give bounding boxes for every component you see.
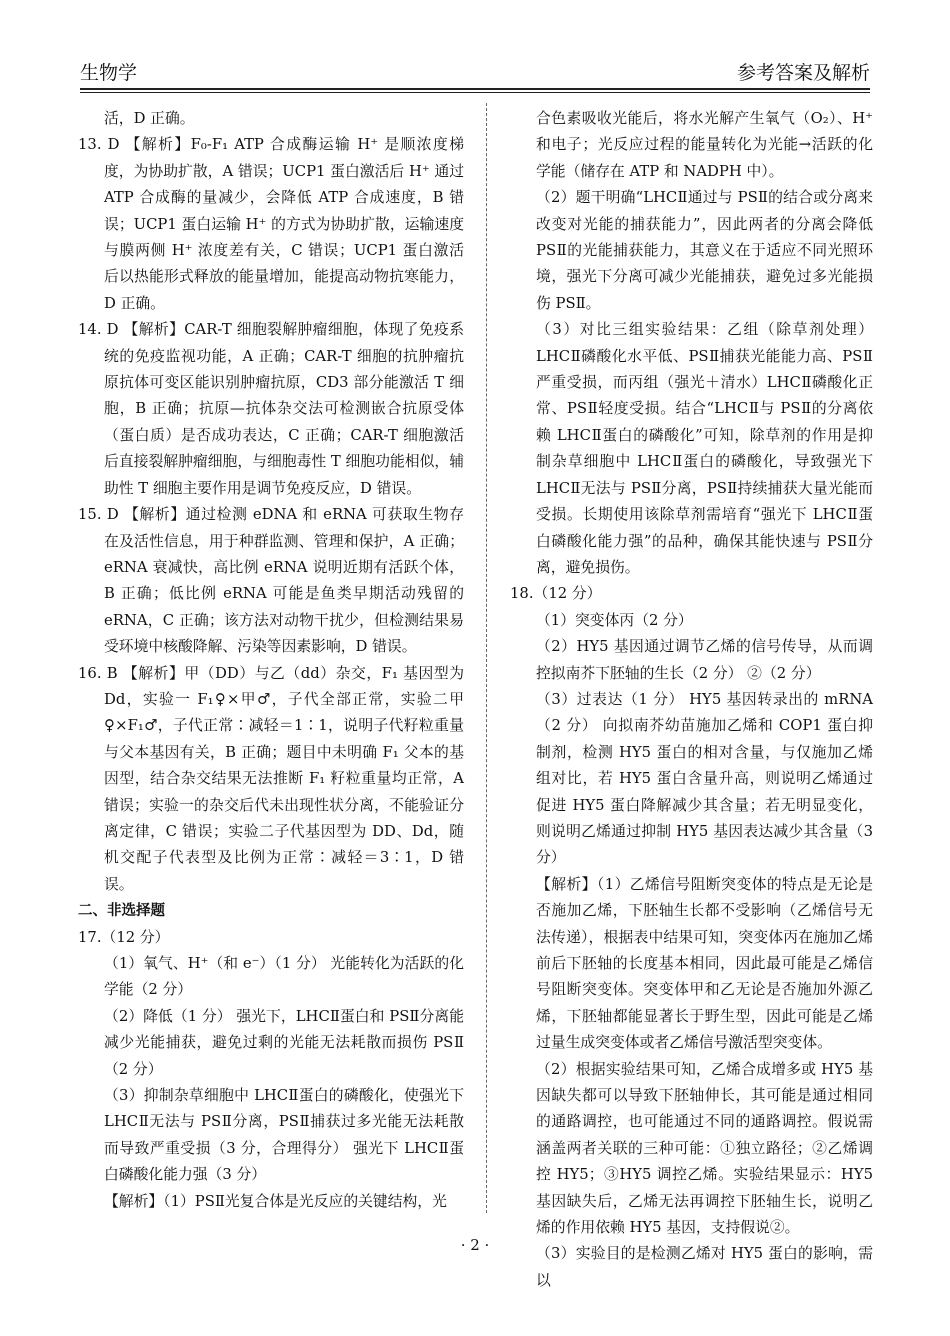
answer-paragraph: （3）实验目的是检测乙烯对 HY5 蛋白的影响，需以: [536, 1245, 873, 1289]
answer-paragraph: 【解析】（1）乙烯信号阻断突变体的特点是无论是否施加乙烯，下胚轴生长都不受影响（乙烯信号无法传递），根据表中结果可知，突变体丙在施加乙烯前后下胚轴的长度基本相同，因此最可能是乙烯信号阻断突变体。突变体甲和乙无论是否施加外源乙烯，下胚轴都能显著长于野生型，因此可能是乙烯过量生成突变体或者乙烯信号激活型突变体。: [536, 875, 873, 1052]
answer-paragraph: 13. D 【解析】F₀-F₁ ATP 合成酶运输 H⁺ 是顺浓度梯度，为协助扩散，A 错误；UCP1 蛋白激活后 H⁺ 通过 ATP 合成酶的量减少，会降低 ATP 合成速度，B 错误；UCP1 蛋白运输 H⁺ 的方式为协助扩散，运输速度与膜两侧 H⁺ 浓度差有关，C 错误；UCP1 蛋白激活后以热能形式释放的能量增加，能提高动物抗寒能力，D 正确。: [78, 136, 464, 312]
subject-title: 生物学: [80, 62, 138, 84]
answer-paragraph: （2）根据实验结果可知，乙烯合成增多或 HY5 基因缺失都可以导致下胚轴伸长，其可能是通过相同的通路调控，也可能通过不同的通路调控。假说需涵盖两者关联的三种可能：①独立路径；②乙烯调控 HY5；③HY5 调控乙烯。实验结果显示：HY5 基因缺失后，乙烯无法再调控下胚轴生长，说明乙烯的作用依赖 HY5 基因，支持假说②。: [536, 1060, 873, 1237]
answer-paragraph: 【解析】（1）PSⅡ光复合体是光反应的关键结构，光: [104, 1192, 447, 1210]
answer-paragraph: （2）降低（1 分） 强光下，LHCⅡ蛋白和 PSⅡ分离能减少光能捕获，避免过剩的光能无法耗散而损伤 PSⅡ（2 分）: [104, 1007, 464, 1078]
answer-paragraph: 14. D 【解析】CAR-T 细胞裂解肿瘤细胞，体现了免疫系统的免疫监视功能，A 正确；CAR-T 细胞的抗肿瘤抗原抗体可变区能识别肿瘤抗原，CD3 部分能激活 T 细胞，B 正确；抗原—抗体杂交法可检测嵌合抗原受体（蛋白质）是否成功表达，C 正确；CAR-T 细胞激活后直接裂解肿瘤细胞，与细胞毒性 T 细胞功能相似，辅助性 T 细胞主要作用是调节免疫反应，D 错误。: [78, 321, 464, 497]
answer-paragraph: （2）HY5 基因通过调节乙烯的信号传导，从而调控拟南芥下胚轴的生长（2 分） ②（2 分）: [536, 638, 873, 682]
left-column: [78, 106, 464, 1215]
answer-paragraph: （3）过表达（1 分） HY5 基因转录出的 mRNA（2 分） 向拟南芥幼苗施加乙烯和 COP1 蛋白抑制剂，检测 HY5 蛋白的相对含量，与仅施加乙烯组对比，若 HY5 蛋白含量升高，则说明乙烯通过促进 HY5 蛋白降解减少其含量；若无明显变化，则说明乙烯通过抑制 HY5 基因表达减少其含量（3 分）: [536, 690, 873, 867]
answer-paragraph: 15. D 【解析】通过检测 eDNA 和 eRNA 可获取生物存在及活性信息，用于种群监测、管理和保护，A 正确；eRNA 衰减快，高比例 eRNA 说明近期有活跃个体，B 正确；低比例 eRNA 可能是鱼类早期活动残留的 eRNA，C 正确；该方法对动物干扰少，但检测结果易受环境中核酸降解、污染等因素影响，D 错误。: [78, 506, 464, 656]
answer-paragraph: 18.（12 分）: [510, 585, 602, 603]
answer-paragraph: 16. B 【解析】甲（DD）与乙（dd）杂交，F₁ 基因型为 Dd，实验一 F₁♀×甲♂，子代全部正常，实验二甲♀×F₁♂，子代正常∶减轻＝1∶1，说明子代籽粒重量与父本基因有关，B 正确；题目中未明确 F₁ 父本的基因型，结合杂交结果无法推断 F₁ 籽粒重量均正常，A 错误；实验一的杂交后代未出现性状分离，不能验证分离定律，C 错误；实验二子代基因型为 DD、Dd，随机交配子代表型及比例为正常∶减轻＝3∶1，D 错误。: [78, 664, 464, 893]
page-number: · 2 ·: [460, 1236, 490, 1254]
answer-paragraph: 合色素吸收光能后，将水光解产生氧气（O₂）、H⁺ 和电子；光反应过程的能量转化为光能→活跃的化学能（储存在 ATP 和 NADPH 中）。: [536, 110, 873, 180]
answer-paragraph: （1）氧气、H⁺（和 e⁻）（1 分） 光能转化为活跃的化学能（2 分）: [104, 955, 464, 999]
page-header: [80, 58, 870, 88]
column-divider: [486, 103, 487, 1213]
header-rule-thick: [80, 88, 870, 90]
right-column: [510, 106, 873, 1294]
answer-paragraph: （3）对比三组实验结果：乙组（除草剂处理）LHCⅡ磷酸化水平低、PSⅡ捕获光能能力高、PSⅡ严重受损，而丙组（强光＋清水）LHCⅡ磷酸化正常、PSⅡ轻度受损。结合“LHCⅡ与 PSⅡ的分离依赖 LHCⅡ蛋白的磷酸化”可知，除草剂的作用是抑制杂草细胞中 LHCⅡ蛋白的磷酸化，导致强光下 LHCⅡ无法与 PSⅡ分离，PSⅡ持续捕获大量光能而受损。长期使用该除草剂需培育“强光下 LHCⅡ蛋白磷酸化能力强”的品种，确保其能快速与 PSⅡ分离，避免损伤。: [536, 321, 873, 576]
section-heading: 二、非选择题: [78, 903, 165, 920]
answer-paragraph: （1）突变体丙（2 分）: [536, 611, 693, 629]
answer-paragraph: （3）抑制杂草细胞中 LHCⅡ蛋白的磷酸化，使强光下 LHCⅡ无法与 PSⅡ分离，PSⅡ捕获过多光能无法耗散而导致严重受损（3 分，合理得分） 强光下 LHCⅡ蛋白磷酸化能力强（3 分）: [104, 1087, 464, 1184]
answer-paragraph: 17.（12 分）: [78, 928, 170, 946]
answer-paragraph: 活，D 正确。: [104, 110, 195, 127]
header-rule-thin: [80, 92, 870, 93]
section-title: 参考答案及解析: [736, 62, 870, 84]
answer-paragraph: （2）题干明确“LHCⅡ通过与 PSⅡ的结合或分离来改变对光能的捕获能力”，因此两者的分离会降低 PSⅡ的光能捕获能力，其意义在于适应不同光照环境，强光下分离可减少光能捕获，避免过多光能损伤 PSⅡ。: [536, 189, 873, 312]
